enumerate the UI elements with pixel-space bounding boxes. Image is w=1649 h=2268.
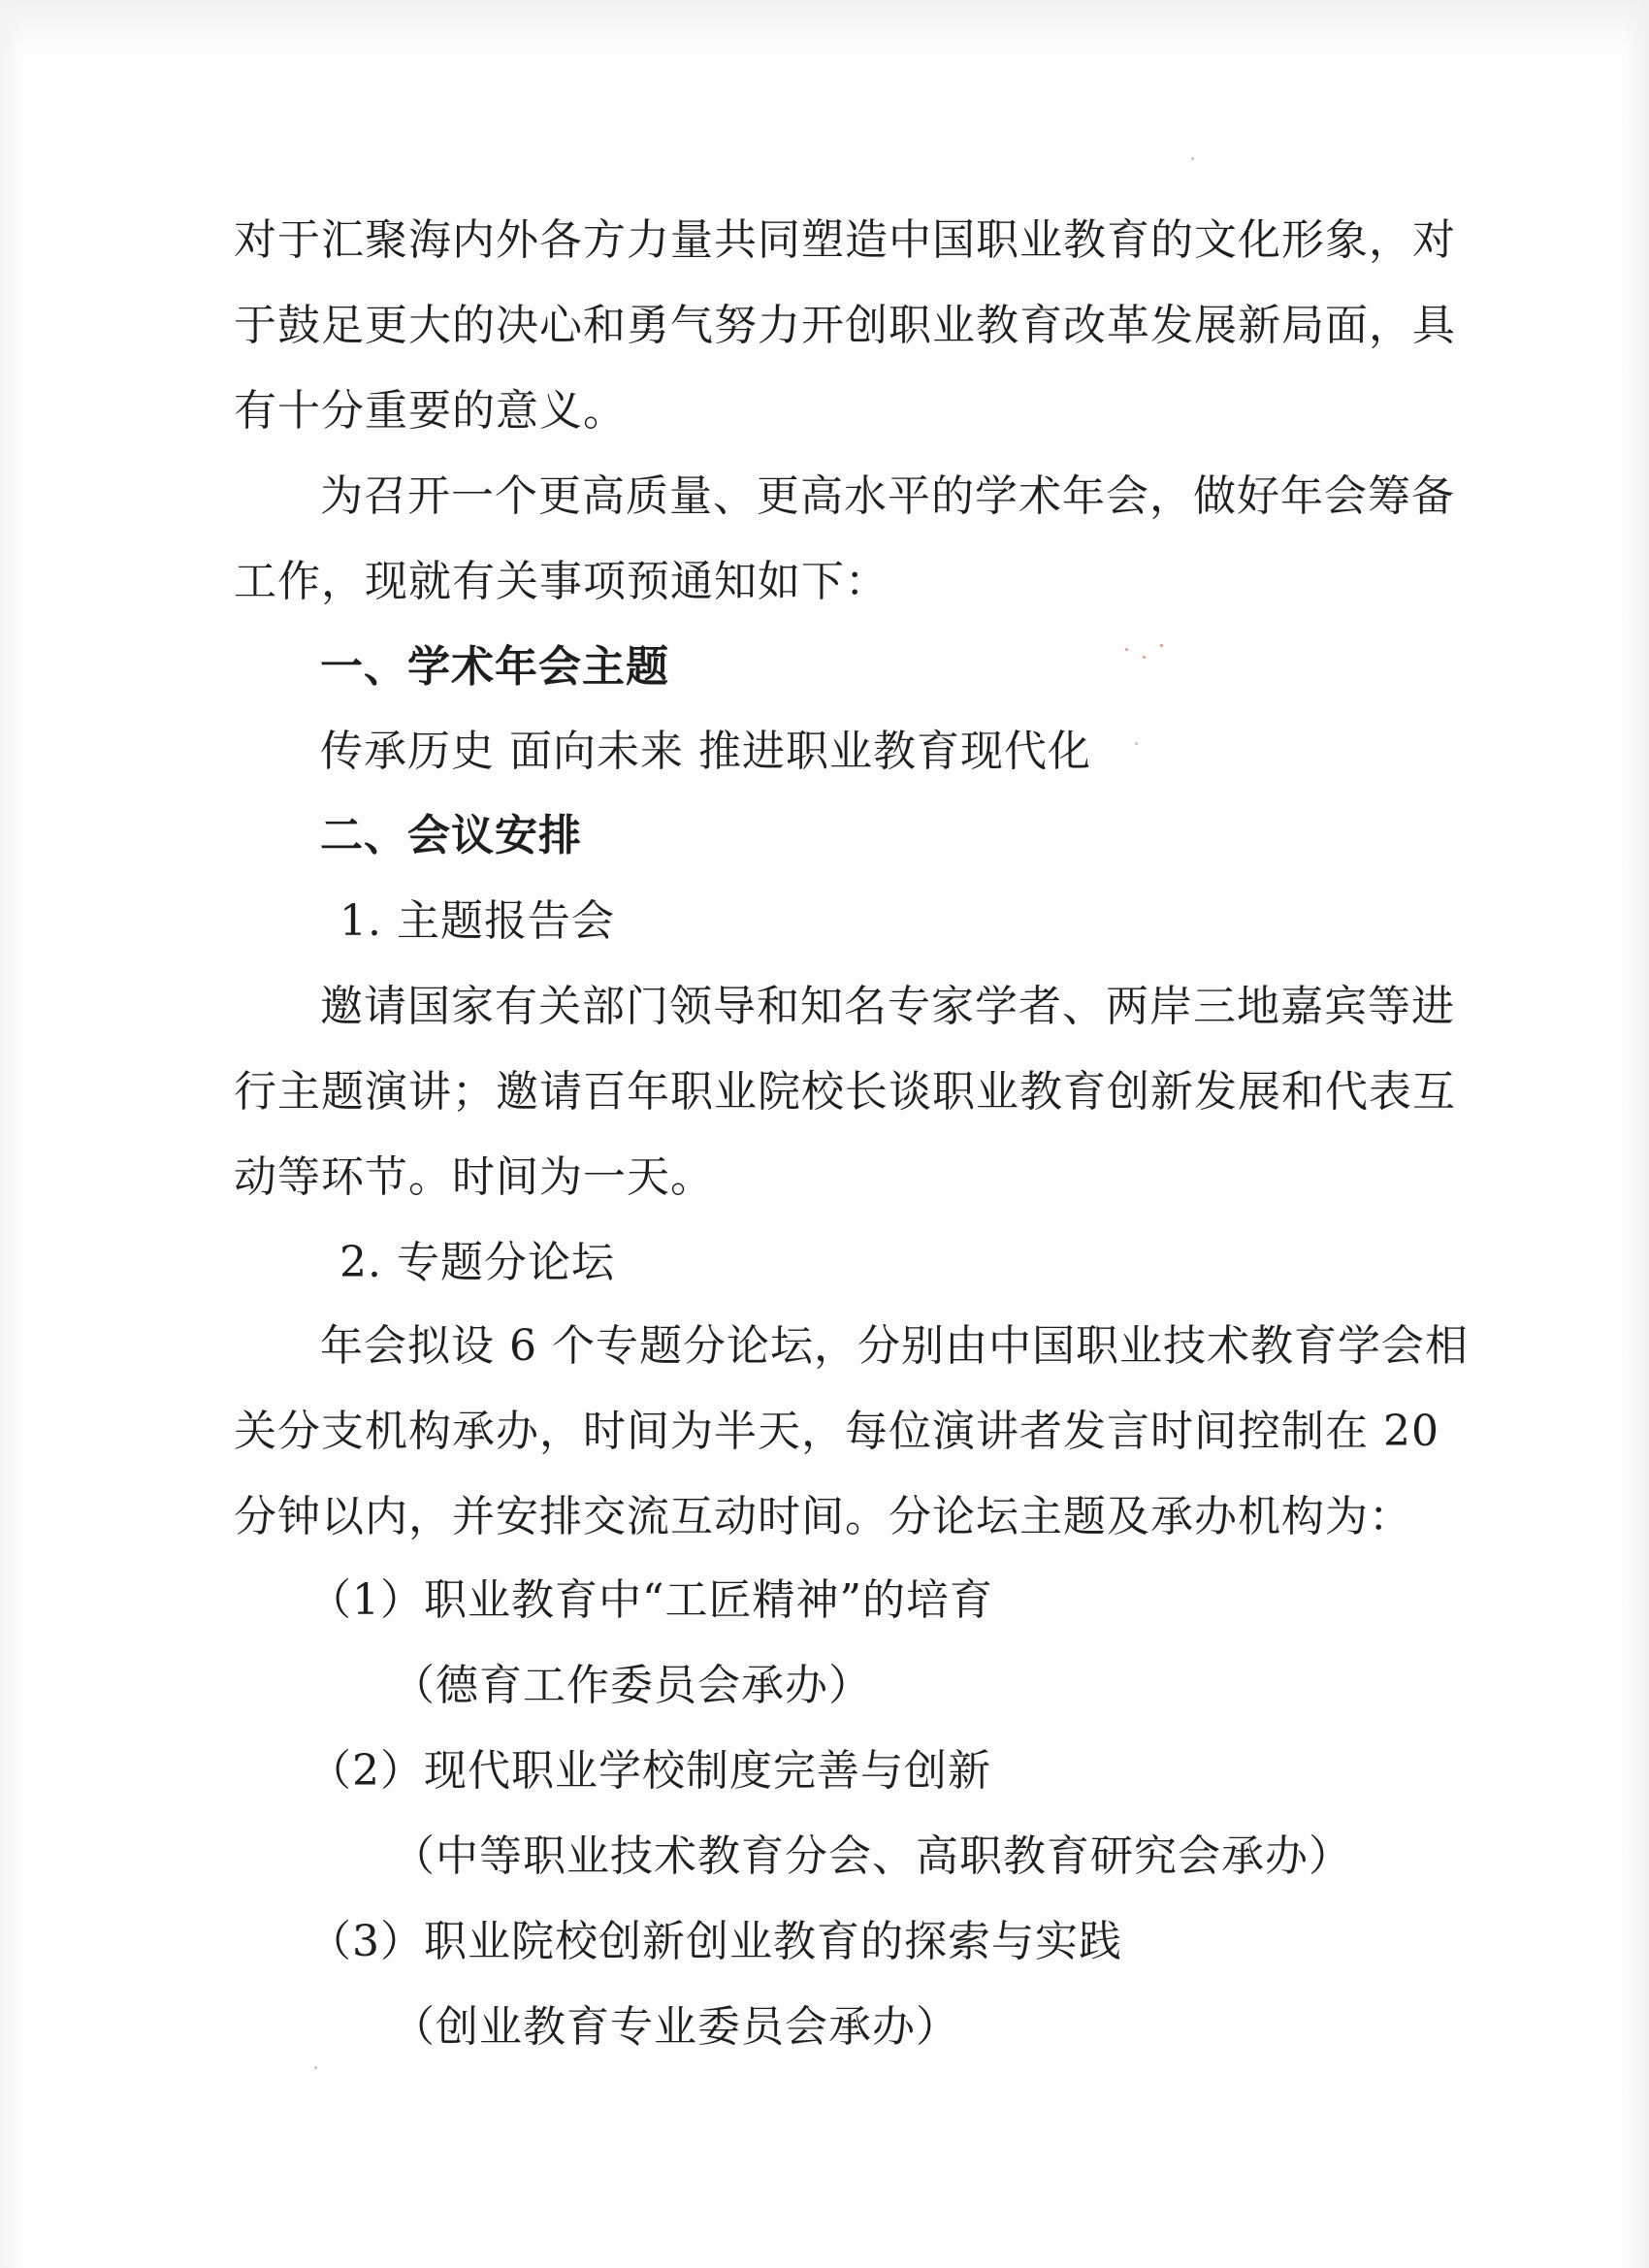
list-item-note: （中等职业技术教育分会、高职教育研究会承办） — [392, 1831, 1352, 1881]
paragraph-line: 年会拟设 6 个专题分论坛，分别由中国职业技术教育学会相 — [320, 1321, 1469, 1371]
scan-speck — [1191, 157, 1194, 160]
scan-speck — [1160, 644, 1163, 647]
paragraph-line: 对于汇聚海内外各方力量共同塑造中国职业教育的文化形象，对 — [234, 215, 1456, 265]
paragraph-line: 为召开一个更高质量、更高水平的学术年会，做好年会筹备 — [320, 471, 1455, 521]
scan-edge-right — [1626, 0, 1649, 2268]
paragraph-line: 行主题演讲；邀请百年职业院校长谈职业教育创新发展和代表互 — [234, 1067, 1456, 1117]
list-item: （2）现代职业学校制度完善与创新 — [308, 1746, 991, 1796]
paragraph-line: 于鼓足更大的决心和勇气努力开创职业教育改革发展新局面，具 — [234, 301, 1456, 350]
list-item-note: （创业教育专业委员会承办） — [392, 2002, 959, 2052]
subsection-heading: 2. 专题分论坛 — [340, 1238, 615, 1287]
scan-edge-top — [0, 0, 1649, 58]
theme-line: 传承历史 面向未来 推进职业教育现代化 — [320, 727, 1091, 776]
list-item-note: （德育工作委员会承办） — [392, 1661, 872, 1710]
list-item: （3）职业院校创新创业教育的探索与实践 — [308, 1917, 1122, 1966]
section-heading: 二、会议安排 — [320, 811, 582, 860]
section-heading: 一、学术年会主题 — [320, 642, 669, 692]
paragraph-line: 分钟以内，并安排交流互动时间。分论坛主题及承办机构为： — [234, 1492, 1412, 1541]
subsection-heading: 1. 主题报告会 — [340, 896, 615, 946]
paragraph-line: 有十分重要的意义。 — [234, 386, 627, 436]
scan-speck — [1125, 648, 1128, 651]
scan-speck — [314, 2066, 317, 2069]
paragraph-line: 动等环节。时间为一天。 — [234, 1152, 714, 1202]
list-item: （1）职业教育中“工匠精神”的培育 — [308, 1575, 993, 1625]
scan-speck — [1135, 742, 1138, 745]
scan-speck — [1143, 656, 1146, 659]
scan-edge-left — [0, 0, 21, 2268]
paragraph-line: 邀请国家有关部门领导和知名专家学者、两岸三地嘉宾等进 — [320, 982, 1455, 1031]
paragraph-line: 工作，现就有关事项预通知如下： — [234, 557, 889, 606]
paragraph-line: 关分支机构承办，时间为半天，每位演讲者发言时间控制在 20 — [234, 1407, 1439, 1456]
